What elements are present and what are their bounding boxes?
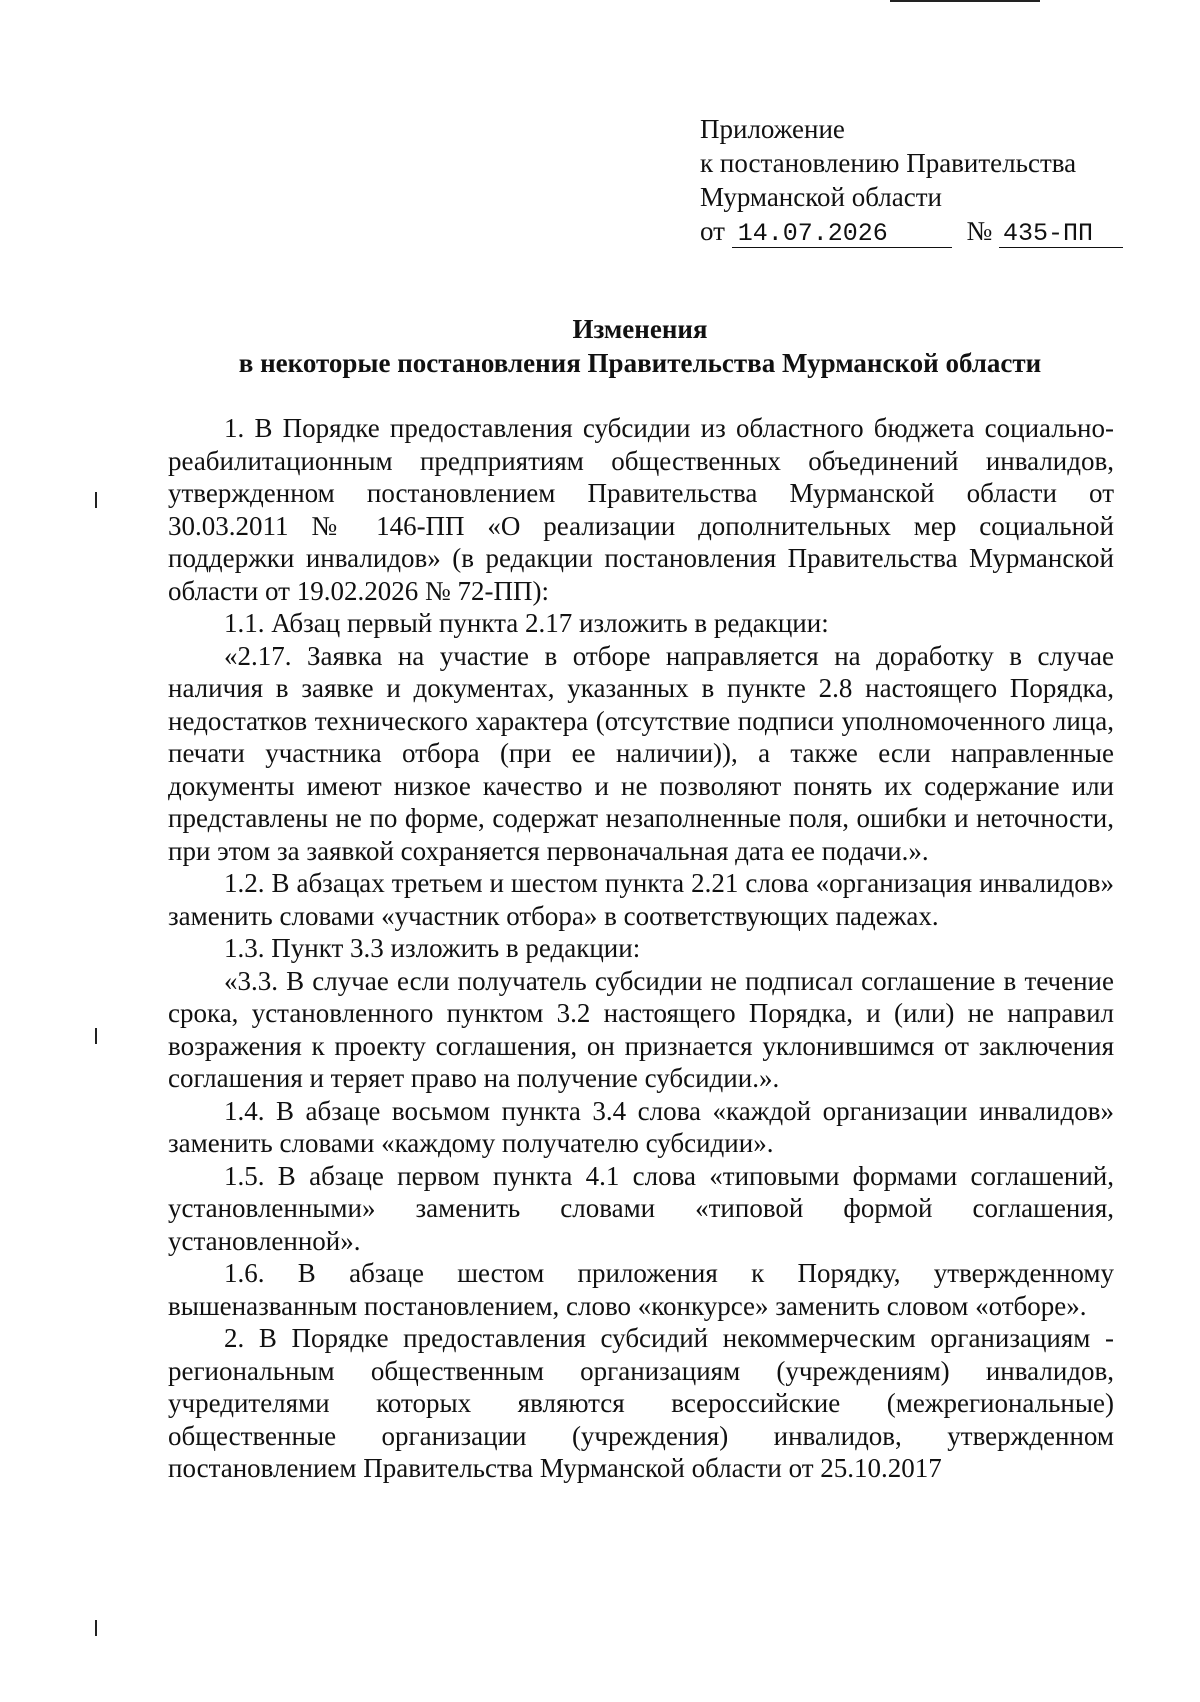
- margin-mark: [95, 1028, 97, 1044]
- paragraph-1-2: 1.2. В абзацах третьем и шестом пункта 2.21 слова «организация инвалидов» заменить словами «участник отбора» в соответствующих падежах.: [168, 868, 1114, 931]
- paragraph-1-5: 1.5. В абзаце первом пункта 4.1 слова «типовыми формами соглашений, установленными» заменить словами «типовой формой соглашения, установленной».: [168, 1160, 1114, 1256]
- appendix-line1: Приложение: [700, 114, 845, 144]
- paragraph-1-3: 1.3. Пункт 3.3 изложить в редакции:: [224, 933, 641, 963]
- date-prefix: от: [700, 216, 725, 246]
- appendix-line3: Мурманской области: [700, 182, 942, 212]
- margin-mark: [95, 492, 97, 508]
- document-title: [160, 312, 1120, 380]
- paragraph-1-4: 1.4. В абзаце восьмом пункта 3.4 слова «каждой организации инвалидов» заменить словами «каждому получателю субсидии».: [168, 1095, 1114, 1158]
- document-date: 14.07.2026: [732, 221, 952, 248]
- appendix-block: [700, 112, 1123, 248]
- document-number: 435-ПП: [999, 221, 1123, 248]
- paragraph-2-17-text: «2.17. Заявка на участие в отборе направляется на доработку в случае наличия в заявке и документах, указанных в пункте 2.8 настоящего Порядка, недостатков технического характера (отсутствие подписи уполномоченного лица, печати участника отбора (при ее наличии)), а также если направленные документы имеют низкое качество и не позволяют понять их содержание или представлены не по форме, содержат незаполненные поля, ошибки и неточности, при этом за заявкой сохраняется первоначальная дата ее подачи.».: [168, 640, 1114, 866]
- paragraph-3-3-text: «3.3. В случае если получатель субсидии не подписал соглашение в течение срока, установленного пунктом 3.2 настоящего Порядка, и (или) не направил возражения к проекту соглашения, он признается уклонившимся от заключения соглашения и теряет право на получение субсидии.».: [168, 965, 1114, 1093]
- document-body: [168, 412, 1114, 1485]
- top-rule: [890, 0, 1040, 2]
- number-prefix: №: [966, 216, 993, 246]
- paragraph-1-6: 1.6. В абзаце шестом приложения к Порядку, утвержденному вышеназванным постановлением, слово «конкурсе» заменить словом «отборе».: [168, 1258, 1114, 1321]
- title-line2: в некоторые постановления Правительства Мурманской области: [238, 348, 1042, 378]
- paragraph-1: 1. В Порядке предоставления субсидии из областного бюджета социально-реабилитационным предприятиям общественных объединений инвалидов, утвержденном постановлением Правительства Мурманской области от 30.03.2011 № 146-ПП «О реализации дополнительных мер социальной поддержки инвалидов» (в редакции постановления Правительства Мурманской области от 19.02.2026 № 72-ПП):: [168, 413, 1114, 606]
- paragraph-2: 2. В Порядке предоставления субсидий некоммерческим организациям - региональным общественным организациям (учреждениям) инвалидов, учредителями которых являются всероссийские (межрегиональные) общественные организации (учреждения) инвалидов, утвержденном постановлением Правительства Мурманской области от 25.10.2017: [168, 1323, 1114, 1483]
- title-line1: Изменения: [572, 314, 708, 344]
- appendix-line2: к постановлению Правительства: [700, 148, 1077, 178]
- margin-mark: [95, 1620, 97, 1636]
- paragraph-1-1: 1.1. Абзац первый пункта 2.17 изложить в редакции:: [224, 608, 829, 638]
- appendix-date-row: [700, 214, 1123, 248]
